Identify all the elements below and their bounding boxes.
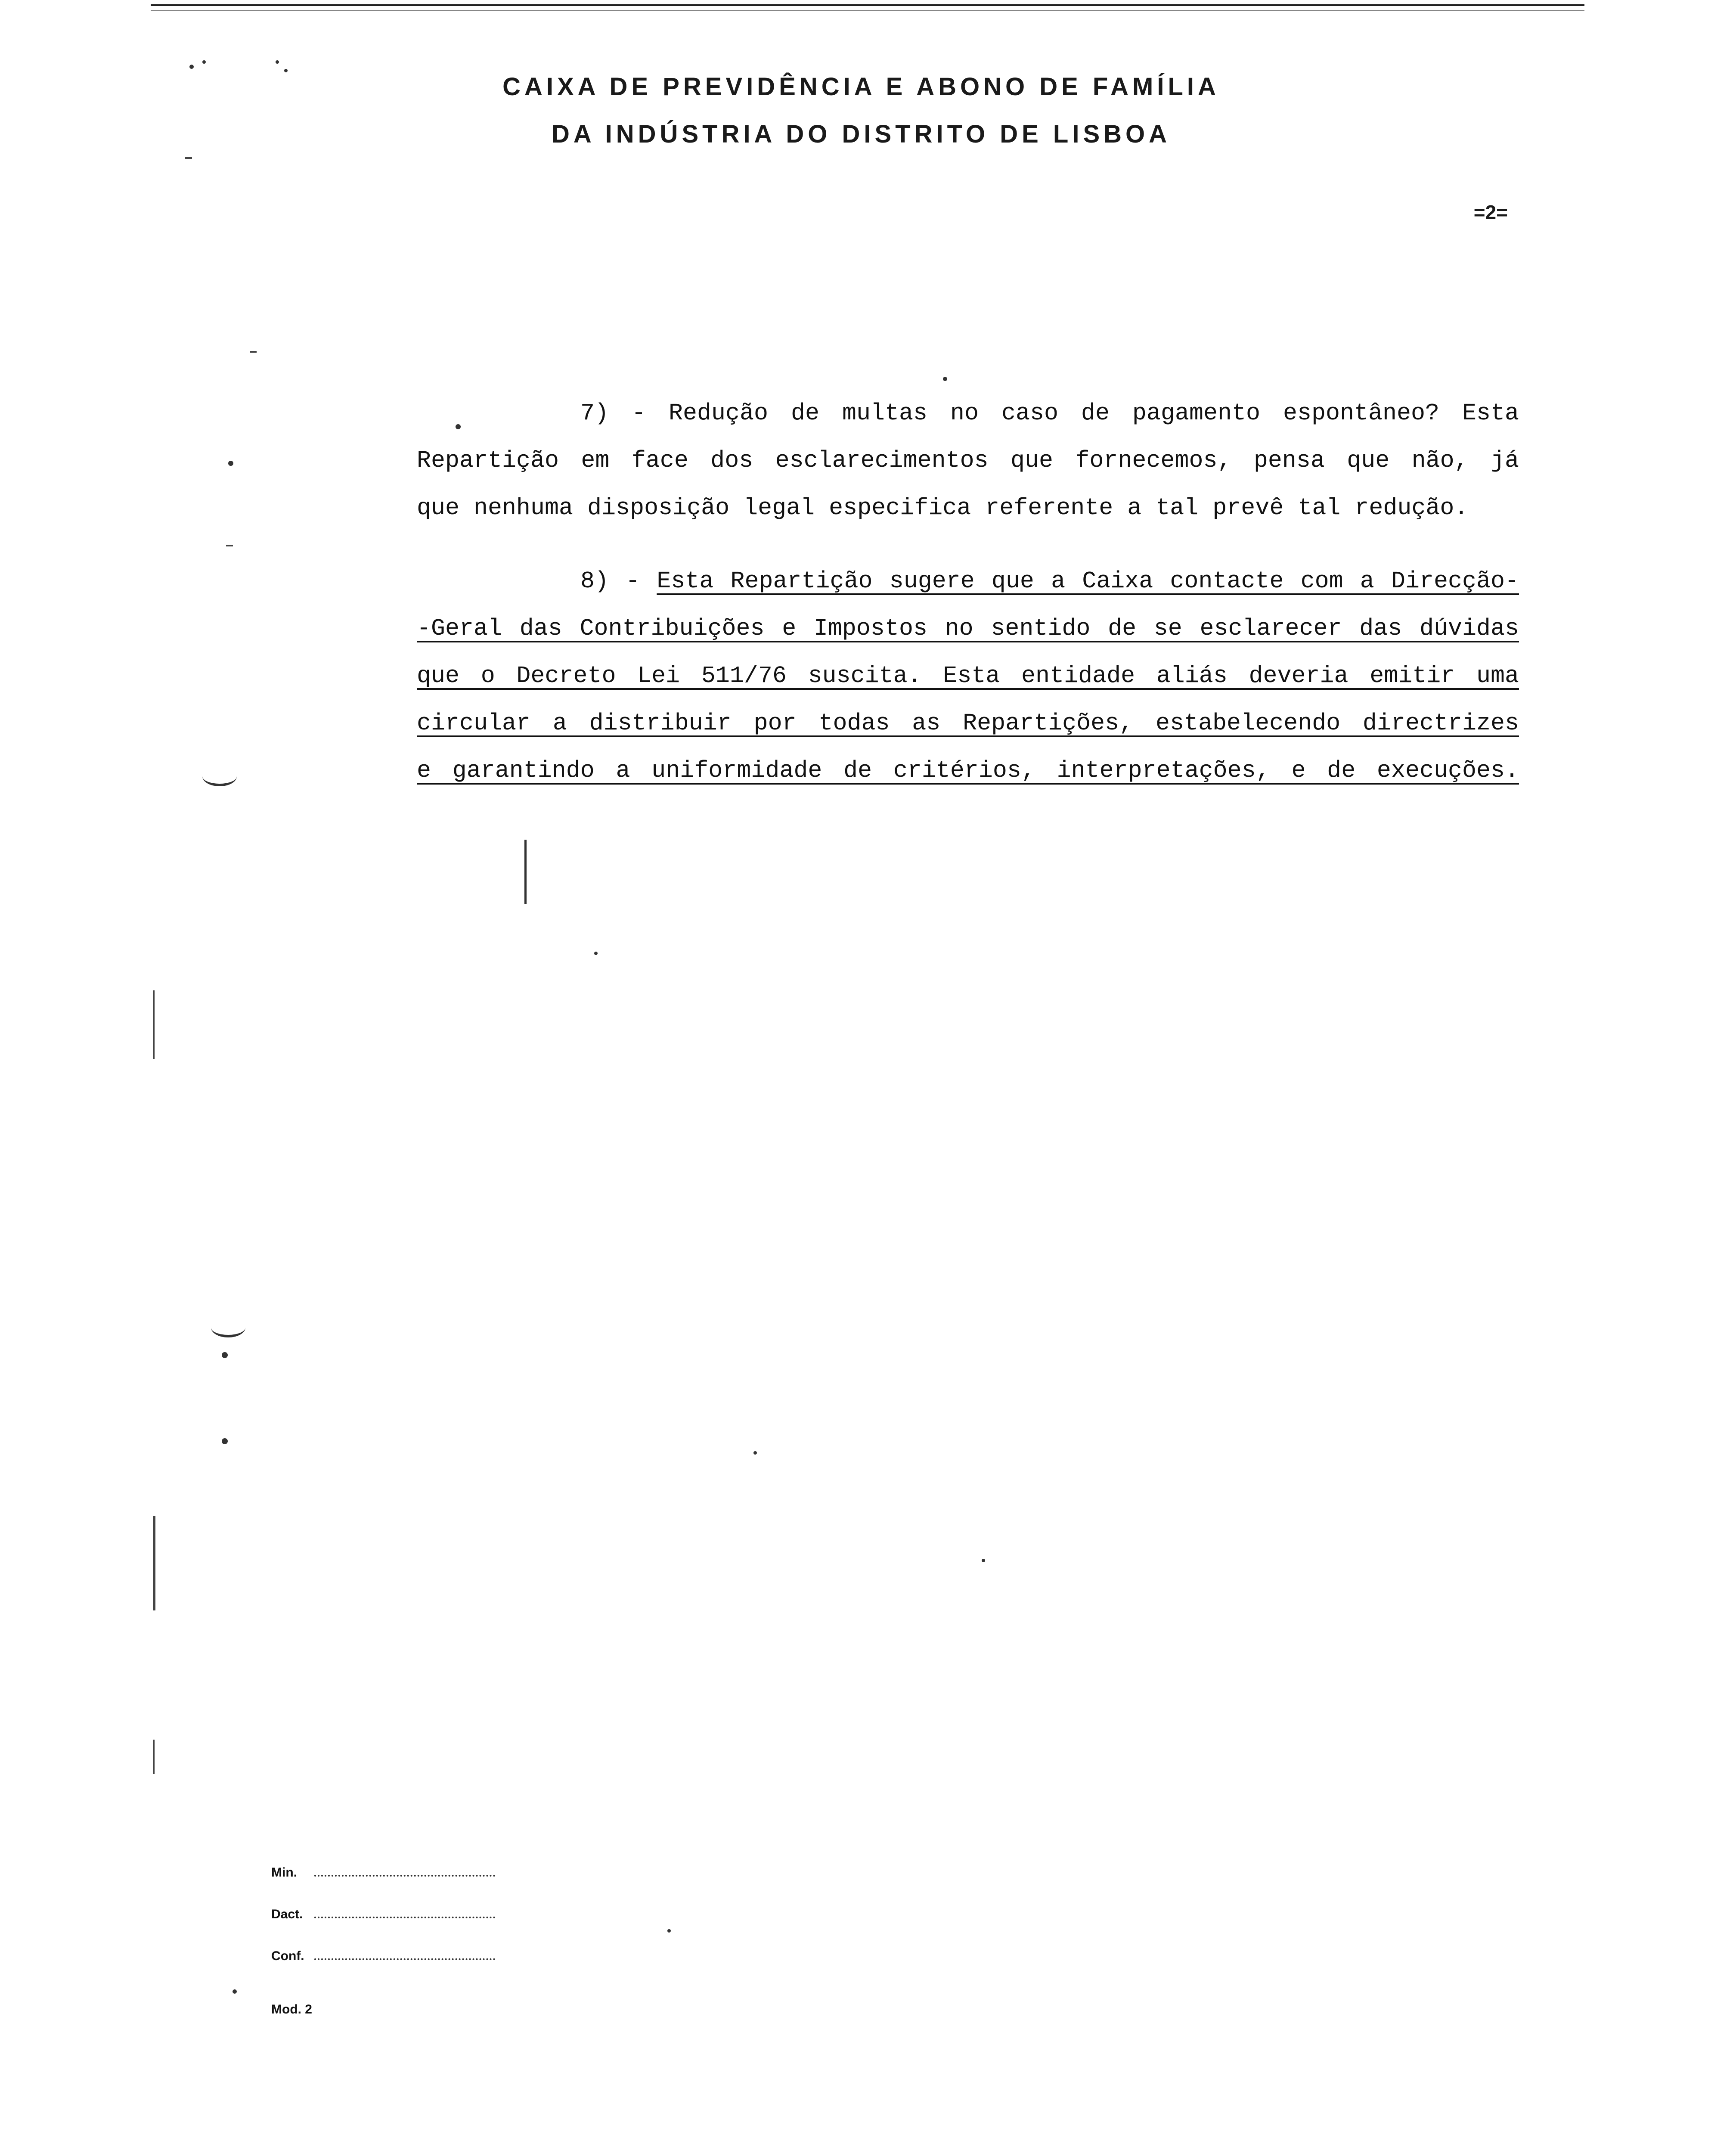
scan-speck: [232, 1989, 237, 1994]
paragraph-8-line-1-text: Esta Repartição sugere que a Caixa contacte com a Direcção-: [657, 568, 1519, 595]
scan-edge-mark: [153, 1516, 155, 1610]
scan-speck: [228, 461, 233, 466]
scan-speck: [943, 377, 947, 381]
scan-edge-mark: [185, 157, 192, 159]
field-dact-dotted-line: [314, 1906, 495, 1918]
field-conf: [271, 1948, 495, 1990]
scan-speck: [222, 1438, 228, 1444]
field-min-dotted-line: [314, 1864, 495, 1877]
paragraph-7-line-2: Repartição em face dos esclarecimentos que fornecemos, pensa que não, já: [417, 447, 1519, 474]
scan-speck: [276, 60, 279, 64]
scan-speck: [284, 69, 288, 72]
scan-edge-mark: [250, 351, 257, 353]
paragraph-7: [417, 390, 1519, 532]
top-rule: [151, 4, 1584, 11]
scan-bracket-mark: [202, 766, 237, 786]
page-number: =2=: [1473, 201, 1508, 223]
paragraph-8-line-1: [417, 558, 1519, 605]
paragraph-7-line-3: que nenhuma disposição legal especifica referente a tal prevê tal redução.: [417, 494, 1469, 521]
scan-edge-mark: [153, 990, 155, 1059]
scan-speck: [456, 424, 461, 429]
scan-edge-mark: [226, 545, 233, 546]
header-line-1: CAIXA DE PREVIDÊNCIA E ABONO DE FAMÍLIA: [502, 73, 1220, 101]
scan-speck: [594, 952, 598, 955]
paragraph-7-line-1: 7) - Redução de multas no caso de pagamento espontâneo? Esta: [580, 400, 1519, 427]
scan-speck: [222, 1352, 228, 1358]
scan-bracket-mark: [211, 1318, 245, 1337]
paragraph-8-line-3: que o Decreto Lei 511/76 suscita. Esta entidade aliás deveria emitir uma: [417, 662, 1519, 689]
scan-speck: [189, 65, 194, 69]
scan-speck: [982, 1559, 985, 1562]
scan-edge-mark: [153, 1740, 155, 1774]
paragraph-8-line-4: circular a distribuir por todas as Repartições, estabelecendo directrizes: [417, 710, 1519, 737]
form-code: Mod. 2: [271, 2002, 312, 2016]
paragraph-8-line-2: -Geral das Contribuições e Impostos no sentido de se esclarecer das dúvidas: [417, 615, 1519, 642]
field-conf-label: Conf.: [271, 1949, 304, 1963]
pen-stroke-mark: [524, 840, 527, 904]
field-min-label: Min.: [271, 1865, 297, 1880]
paragraph-8: [417, 558, 1519, 794]
paragraph-8-line-5: e garantindo a uniformidade de critérios, interpretações, e de execuções.: [417, 757, 1519, 784]
scan-speck: [753, 1451, 757, 1455]
scan-speck: [667, 1929, 671, 1933]
field-min: [271, 1864, 495, 1906]
footer-fields: [271, 1864, 495, 1990]
field-conf-dotted-line: [314, 1948, 495, 1960]
scan-speck: [202, 60, 206, 64]
field-dact-label: Dact.: [271, 1907, 303, 1921]
field-dact: [271, 1906, 495, 1948]
paragraph-8-lead: 8) -: [580, 568, 657, 595]
header-line-2: DA INDÚSTRIA DO DISTRITO DE LISBOA: [551, 120, 1171, 148]
